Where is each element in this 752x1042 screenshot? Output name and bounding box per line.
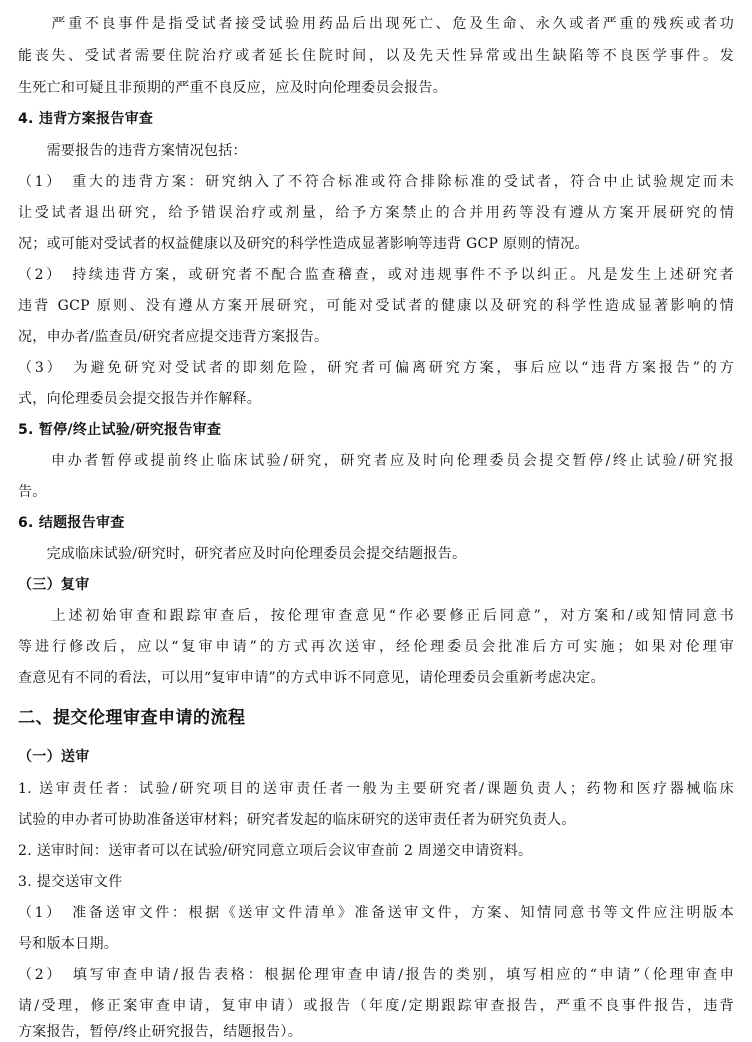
paragraph-line: 等进行修改后，应以“复审申请”的方式再次送审，经伦理委员会批准后方可实施；如果对伦理审 (18, 639, 734, 655)
paragraph-line: 1. 送审责任者：试验/研究项目的送审责任者一般为主要研究者/课题负责人；药物和医疗器械临床 (18, 781, 734, 797)
subsection-heading: （三）复审 (18, 577, 90, 593)
section-heading: 5. 暂停/终止试验/研究报告审查 (18, 422, 222, 438)
paragraph-line: 况；或可能对受试者的权益健康以及研究的科学性造成显著影响等违背 GCP 原则的情况。 (18, 236, 589, 252)
subsection-heading: （一）送审 (18, 749, 90, 765)
paragraph-line: 告。 (18, 484, 47, 500)
paragraph-line: 况，申办者/监查员/研究者应提交违背方案报告。 (18, 329, 329, 345)
paragraph-line: 生死亡和可疑且非预期的严重不良反应，应及时向伦理委员会报告。 (18, 80, 447, 96)
paragraph-line: 式，向伦理委员会提交报告并作解释。 (18, 391, 262, 407)
paragraph-line: 上述初始审查和跟踪审查后，按伦理审查意见“作必要修正后同意”，对方案和/或知情同意书 (18, 608, 734, 624)
paragraph-line: 让受试者退出研究，给予错误治疗或剂量，给予方案禁止的合并用药等没有遵从方案开展研究的情 (18, 205, 734, 221)
paragraph-line: 试验的申办者可协助准备送审材料；研究者发起的临床研究的送审责任者为研究负责人。 (18, 812, 576, 828)
paragraph-line: 需要报告的违背方案情况包括： (18, 143, 247, 159)
section-heading: 6. 结题报告审查 (18, 515, 125, 531)
chapter-heading: 二、提交伦理审查申请的流程 (18, 708, 246, 728)
paragraph-line: 能丧失、受试者需要住院治疗或者延长住院时间，以及先天性异常或出生缺陷等不良医学事件。发 (18, 48, 734, 64)
paragraph-line: 完成临床试验/研究时，研究者应及时向伦理委员会提交结题报告。 (18, 546, 467, 562)
paragraph-line: （2） 填写审查申请/报告表格：根据伦理审查申请/报告的类别，填写相应的“申请”（伦理审查申 (18, 967, 734, 983)
paragraph-line: 查意见有不同的看法，可以用“复审申请”的方式申诉不同意见，请伦理委员会重新考虑决定。 (18, 670, 605, 686)
paragraph-line: 2. 送审时间：送审者可以在试验/研究同意立项后会议审查前 2 周递交申请资料。 (18, 843, 533, 859)
paragraph-line: 号和版本日期。 (18, 936, 119, 952)
paragraph-line: 严重不良事件是指受试者接受试验用药品后出现死亡、危及生命、永久或者严重的残疾或者功 (18, 16, 734, 32)
paragraph-line: 请/受理，修正案审查申请，复审申请）或报告（年度/定期跟踪审查报告，严重不良事件报告，违背 (18, 998, 734, 1014)
paragraph-line: （2） 持续违背方案，或研究者不配合监查稽查，或对违规事件不予以纠正。凡是发生上述研究者 (18, 267, 734, 283)
paragraph-line: 3. 提交送审文件 (18, 874, 123, 890)
paragraph-line: （3） 为避免研究对受试者的即刻危险，研究者可偏离研究方案，事后应以“违背方案报告”的方 (18, 360, 734, 376)
paragraph-line: 方案报告，暂停/终止研究报告，结题报告）。 (18, 1024, 303, 1040)
paragraph-line: 违背 GCP 原则、没有遵从方案开展研究，可能对受试者的健康以及研究的科学性造成显著影响的情 (18, 298, 734, 314)
paragraph-line: （1） 准备送审文件：根据《送审文件清单》准备送审文件，方案、知情同意书等文件应注明版本 (18, 905, 734, 921)
paragraph-line: 申办者暂停或提前终止临床试验/研究，研究者应及时向伦理委员会提交暂停/终止试验/研究报 (18, 453, 734, 469)
section-heading: 4. 违背方案报告审查 (18, 111, 154, 127)
paragraph-line: （1） 重大的违背方案：研究纳入了不符合标准或符合排除标准的受试者，符合中止试验规定而未 (18, 174, 734, 190)
